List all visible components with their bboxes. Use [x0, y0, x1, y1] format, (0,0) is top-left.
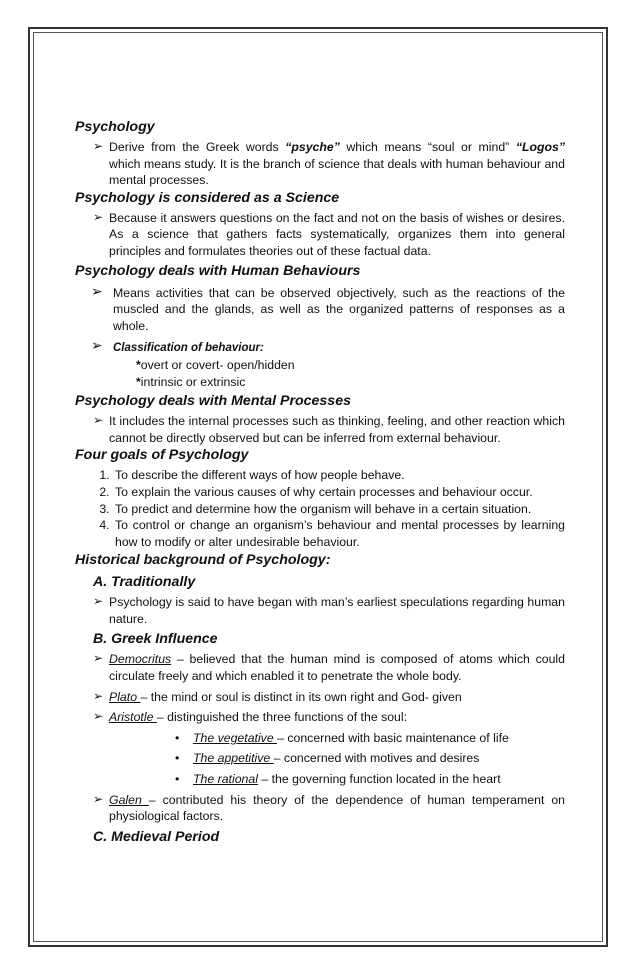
- bullet-traditionally: ➢ Psychology is said to have began with man’s earliest speculations regarding human nature.: [93, 594, 565, 626]
- bullet-science: ➢ Because it answers questions on the fact and not on the basis of wishes or desires. As a science that gathers facts systematically, organizes them into general principles and formulates theories out of these factual data.: [93, 209, 565, 258]
- soul-function-item: • The vegetative – concerned with basic maintenance of life: [175, 730, 509, 745]
- arrow-bullet-icon: ➢: [93, 651, 104, 666]
- subheading-traditionally: A. Traditionally: [93, 574, 196, 591]
- classification-item: *overt or covert- open/hidden: [136, 357, 295, 372]
- arrow-bullet-icon: ➢: [91, 282, 103, 299]
- dot-bullet-icon: •: [175, 730, 180, 745]
- soul-function-item: • The rational – the governing function located in the heart: [175, 772, 501, 787]
- arrow-bullet-icon: ➢: [93, 413, 104, 428]
- heading-science: Psychology is considered as a Science: [75, 189, 340, 206]
- list-item: 1. To describe the different ways of how people behave.: [113, 467, 565, 484]
- arrow-bullet-icon: ➢: [91, 337, 103, 354]
- list-item: 2. To explain the various causes of why certain processes and behaviour occur.: [113, 484, 565, 501]
- list-item: 3. To predict and determine how the organism will behave in a certain situation.: [113, 501, 565, 518]
- heading-mental-processes: Psychology deals with Mental Processes: [75, 393, 351, 410]
- heading-psychology: Psychology: [75, 119, 155, 135]
- arrow-bullet-icon: ➢: [93, 791, 104, 806]
- list-item: 4. To control or change an organism’s behaviour and mental processes by learning how to modify or alter undesirable behaviour.: [113, 517, 565, 550]
- arrow-bullet-icon: ➢: [93, 688, 104, 703]
- bullet-plato: ➢ Plato – the mind or soul is distinct in its own right and God- given: [93, 688, 462, 704]
- classification-item: *intrinsic or extrinsic: [136, 374, 246, 389]
- bullet-classification: ➢ Classification of behaviour:: [91, 337, 264, 355]
- arrow-bullet-icon: ➢: [93, 209, 104, 224]
- heading-behaviours: Psychology deals with Human Behaviours: [75, 262, 361, 279]
- dot-bullet-icon: •: [175, 772, 180, 787]
- arrow-bullet-icon: ➢: [93, 709, 104, 724]
- heading-historical: Historical background of Psychology:: [75, 552, 331, 569]
- subheading-medieval: C. Medieval Period: [93, 828, 220, 845]
- goals-list: [75, 467, 565, 550]
- arrow-bullet-icon: ➢: [93, 139, 104, 153]
- heading-four-goals: Four goals of Psychology: [75, 447, 249, 464]
- bullet-greek-words: ➢ Derive from the Greek words “psyche” which means “soul or mind” “Logos” which means study. It is the branch of science that deals with human behaviour and mental processes.: [93, 139, 565, 188]
- bullet-democritus: ➢ Democritus – believed that the human mind is composed of atoms which could circulate freely and which enabled it to penetrate the whole body.: [93, 651, 565, 684]
- arrow-bullet-icon: ➢: [93, 594, 104, 609]
- bullet-aristotle: ➢ Aristotle – distinguished the three functions of the soul:: [93, 709, 408, 725]
- bullet-mental-processes: ➢ It includes the internal processes such as thinking, feeling, and other reaction which cannot be directly observed but can be inferred from external behaviour.: [93, 413, 565, 445]
- soul-function-item: • The appetitive – concerned with motives and desires: [175, 751, 480, 766]
- document-body: [75, 118, 565, 847]
- subheading-greek-influence: B. Greek Influence: [93, 631, 218, 648]
- dot-bullet-icon: •: [175, 751, 180, 766]
- bullet-galen: ➢ Galen – contributed his theory of the dependence of human temperament on physiological factors.: [93, 791, 565, 824]
- bullet-behaviours: ➢ Means activities that can be observed objectively, such as the reactions of the muscled and the glands, as well as the organized patterns of responses as a whole.: [91, 282, 565, 333]
